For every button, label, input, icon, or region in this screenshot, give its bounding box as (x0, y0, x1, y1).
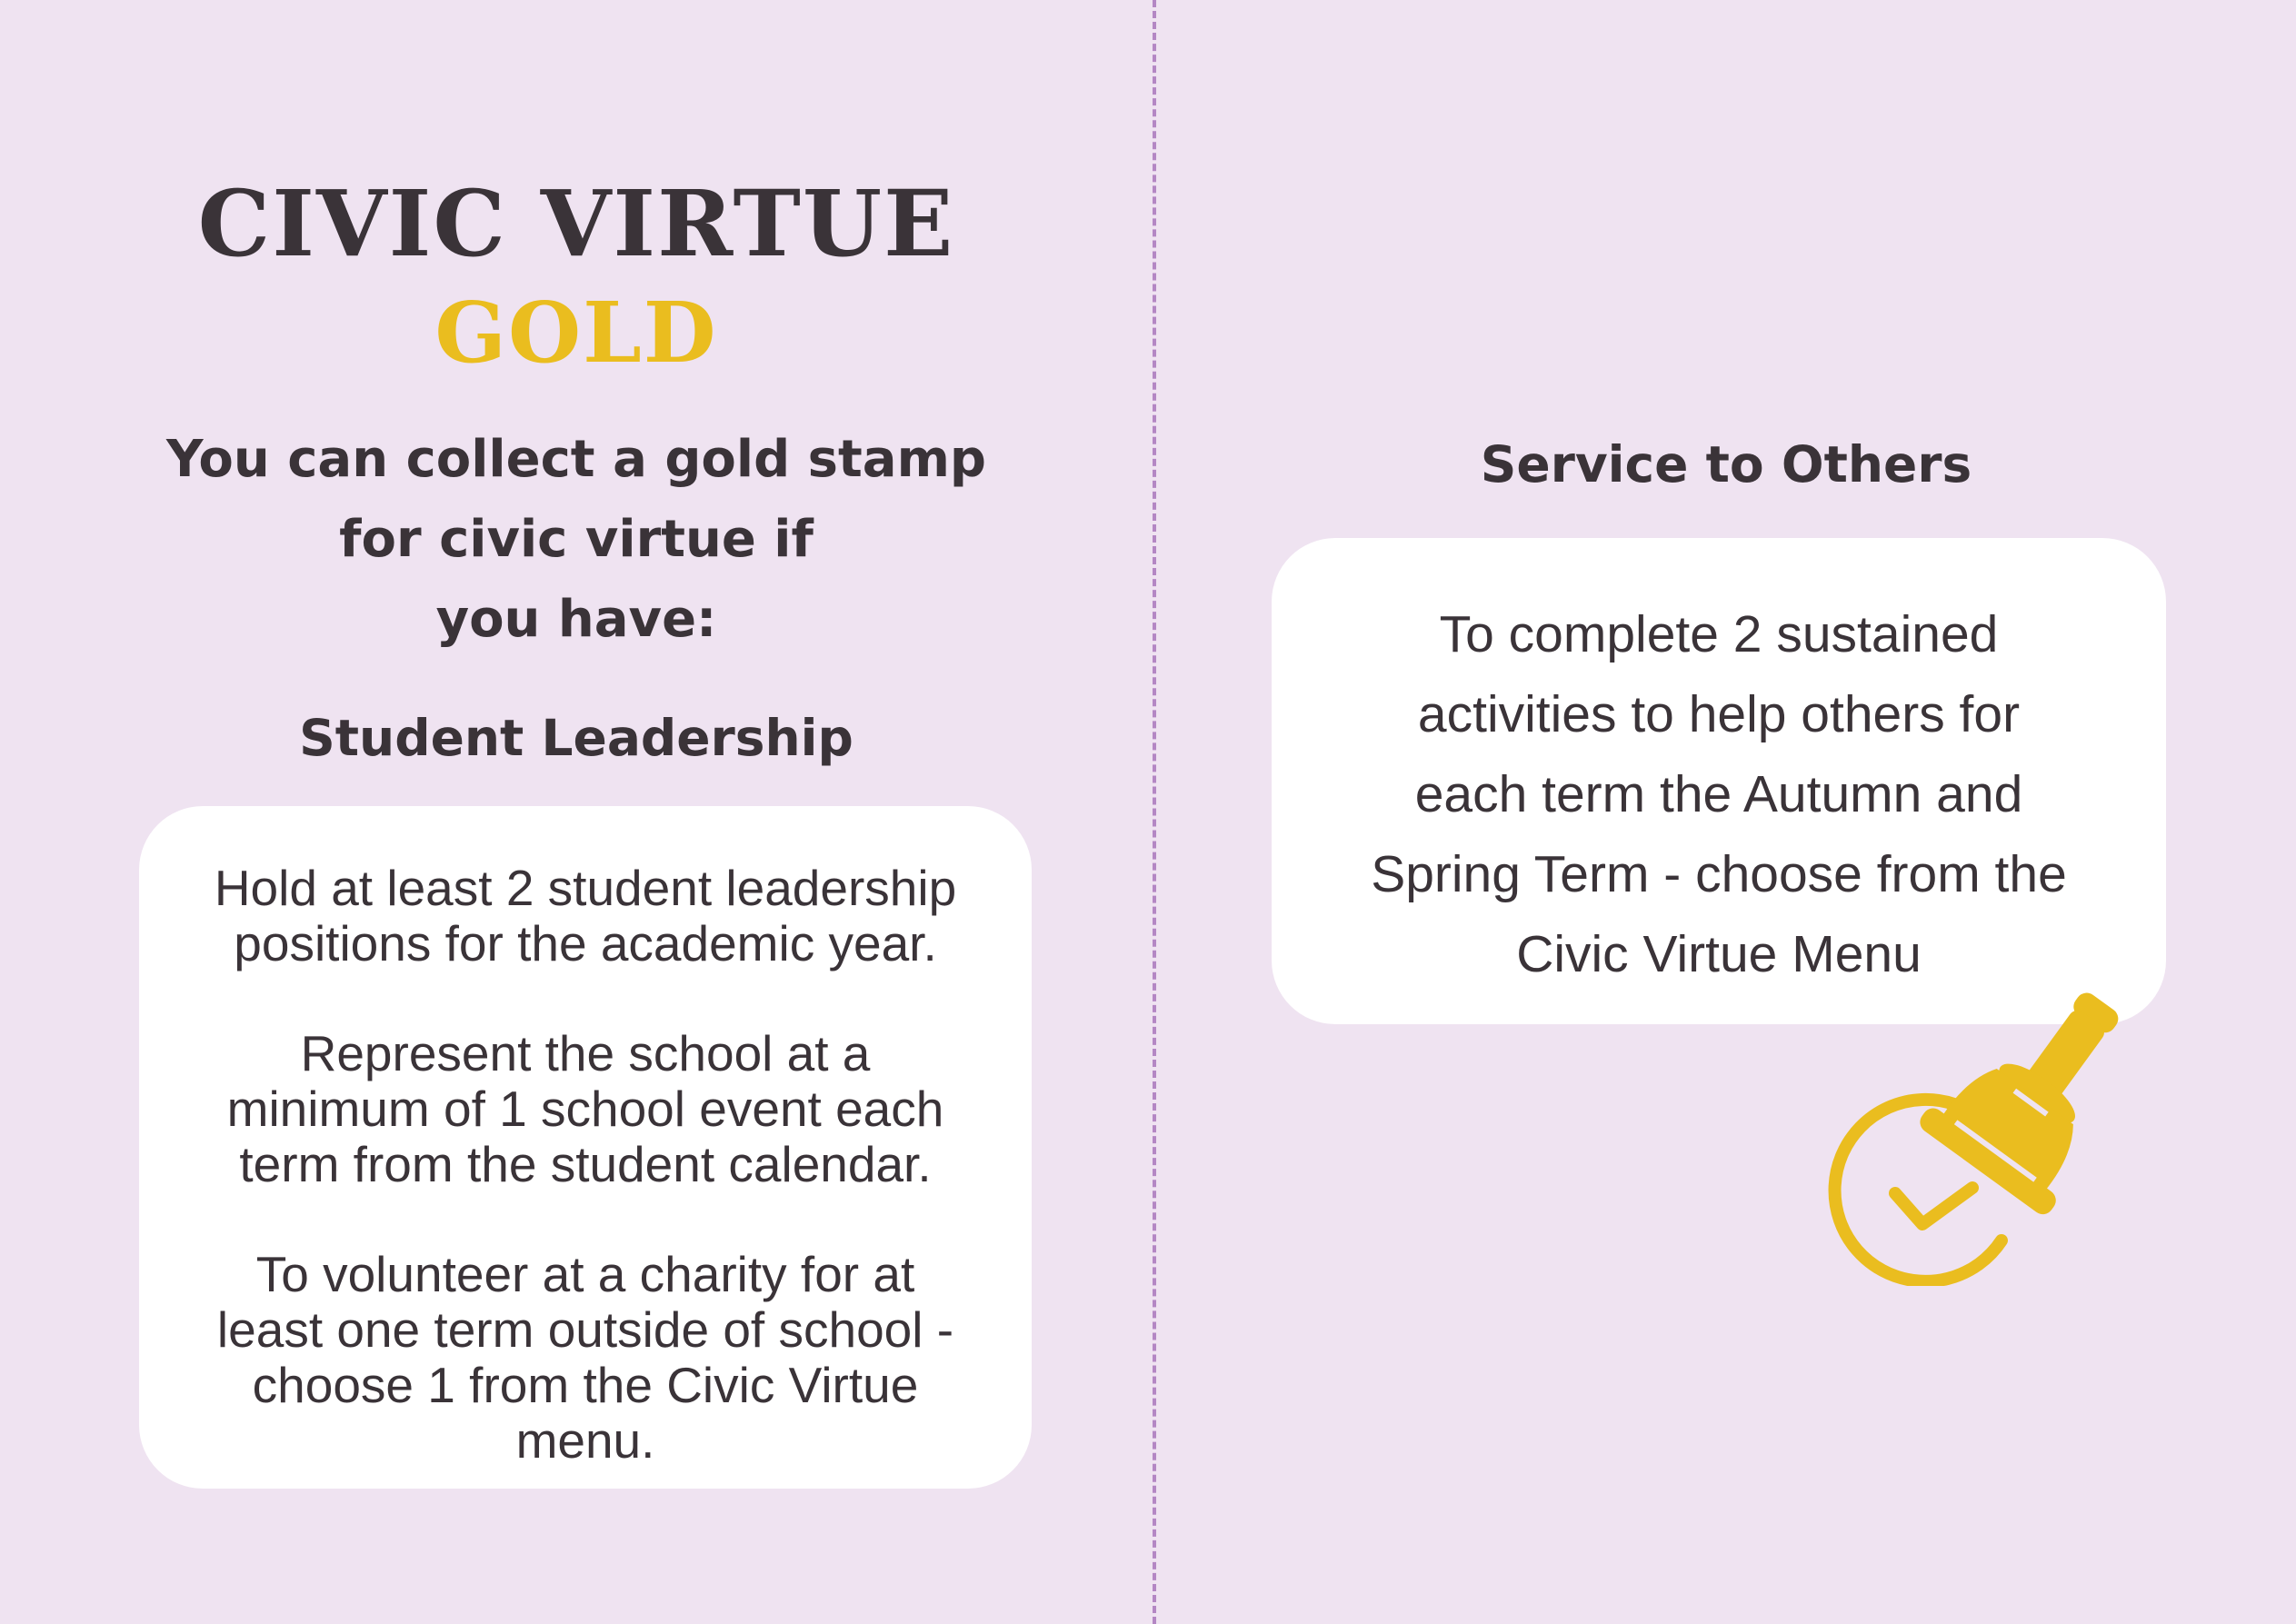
center-divider (1153, 0, 1156, 1624)
stamp-check-icon (1827, 986, 2127, 1286)
intro-text: You can collect a gold stamp for civic virtue if you have: (165, 430, 987, 649)
student-leadership-card (139, 806, 1032, 1489)
service-to-others-heading: Service to Others (1480, 435, 1972, 493)
leadership-requirement-2: Represent the school at a minimum of 1 school event each term from the student calendar. (226, 1025, 944, 1192)
service-requirement: To complete 2 sustained activities to help others for each term the Autumn and Spring Term - choose from the Civic Virtue Menu (1371, 605, 2067, 983)
leadership-requirement-3: To volunteer at a charity for at least one term outside of school - choose 1 from the Civic Virtue menu. (216, 1246, 954, 1469)
page-title: CIVIC VIRTUE (197, 170, 955, 277)
leadership-requirement-1: Hold at least 2 student leadership positions for the academic year. (214, 860, 957, 971)
page-subtitle-gold: GOLD (434, 284, 718, 382)
service-to-others-card (1272, 538, 2166, 1024)
student-leadership-heading: Student Leadership (299, 709, 854, 767)
